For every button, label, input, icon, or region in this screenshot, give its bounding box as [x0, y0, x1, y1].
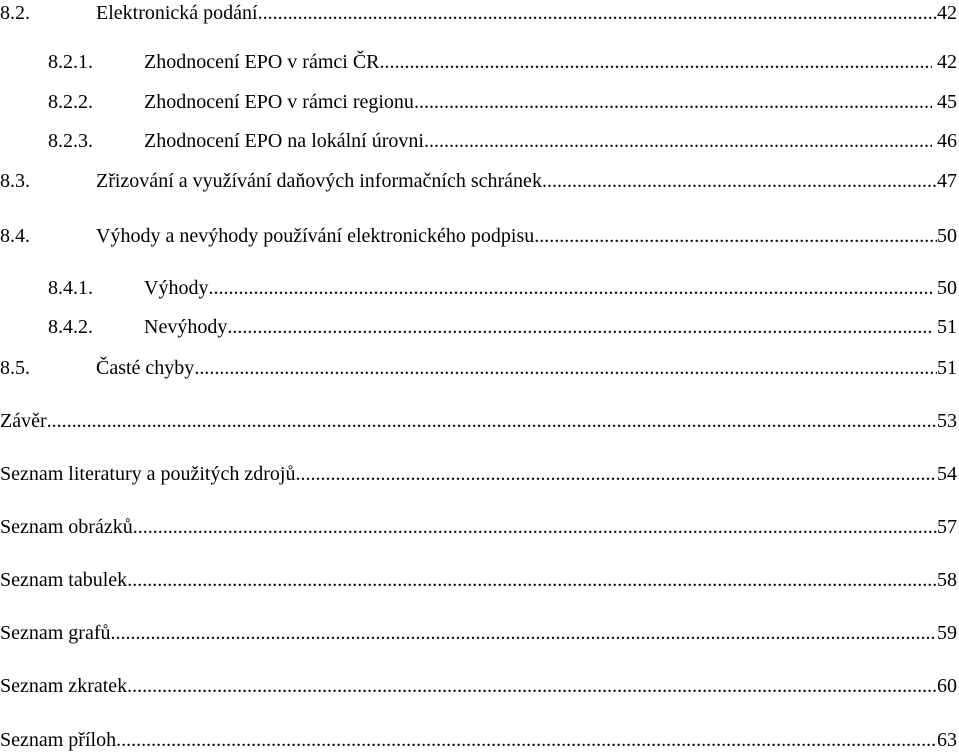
- toc-entry-page: 53: [937, 410, 957, 432]
- toc-entry-page: 63: [937, 729, 957, 751]
- toc-entry-line: [96, 224, 957, 248]
- toc-entry-page: 51: [937, 357, 957, 379]
- toc-entry-page: 58: [937, 569, 957, 591]
- toc-leader-dots: [542, 169, 937, 193]
- toc-entry-page: 57: [937, 516, 957, 538]
- toc-leader-dots: [133, 515, 937, 539]
- toc-entry-page: 50: [937, 277, 957, 299]
- toc-entry-number: 8.2.3.: [48, 130, 93, 152]
- toc-entry-8-2-1[interactable]: [0, 50, 959, 74]
- toc-entry-8-2-3[interactable]: [0, 129, 959, 153]
- toc-entry-page: 60: [937, 675, 957, 697]
- toc-entry-page: 45: [937, 91, 957, 113]
- toc-leader-dots: [227, 315, 932, 339]
- toc-entry-title: Nevýhody: [144, 316, 228, 338]
- toc-entry-page: 42: [937, 2, 957, 24]
- toc-entry-zaver[interactable]: [0, 409, 959, 433]
- toc-leader-dots: [194, 356, 937, 380]
- toc-entry-page: 50: [937, 225, 957, 247]
- toc-leader-dots: [380, 50, 932, 74]
- toc-entry-page: 42: [937, 51, 957, 73]
- toc-entry-8-4-2[interactable]: [0, 315, 959, 339]
- toc-entry-title: Zhodnocení EPO na lokální úrovni: [144, 130, 424, 152]
- toc-entry-seznam-grafu[interactable]: [0, 621, 959, 645]
- toc-entry-number: 8.2.1.: [48, 51, 93, 73]
- toc-entry-number: 8.3.: [0, 170, 30, 192]
- toc-leader-dots: [127, 568, 937, 592]
- toc-entry-8-3[interactable]: [0, 169, 959, 193]
- toc-entry-title: Zřizování a využívání daňových informačních schránek: [96, 170, 542, 192]
- toc-entry-title: Časté chyby: [96, 357, 195, 379]
- toc-entry-line: [144, 50, 957, 74]
- toc-leader-dots: [424, 129, 932, 153]
- toc-leader-dots: [414, 90, 932, 114]
- toc-entry-number: 8.2.2.: [48, 91, 93, 113]
- toc-entry-8-4-1[interactable]: [0, 276, 959, 300]
- toc-entry-seznam-tabulek[interactable]: [0, 568, 959, 592]
- toc-entry-title: Výhody: [144, 277, 209, 299]
- toc-entry-8-5[interactable]: [0, 356, 959, 380]
- toc-entry-title: Elektronická podání: [96, 2, 258, 24]
- toc-entry-number: 8.4.1.: [48, 277, 93, 299]
- toc-entry-line: [0, 621, 957, 645]
- toc-entry-line: [0, 568, 957, 592]
- toc-entry-line: [0, 409, 957, 433]
- toc-entry-line: [96, 169, 957, 193]
- toc-entry-8-4[interactable]: [0, 224, 959, 248]
- toc-entry-page: 47: [937, 170, 957, 192]
- toc-entry-line: [0, 515, 957, 539]
- toc-entry-page: 59: [937, 622, 957, 644]
- toc-entry-8-2-2[interactable]: [0, 90, 959, 114]
- toc-entry-seznam-priloh[interactable]: [0, 728, 959, 752]
- toc-entry-number: 8.4.: [0, 225, 30, 247]
- toc-entry-line: [0, 462, 957, 486]
- toc-entry-line: [144, 276, 957, 300]
- toc-entry-page: 54: [937, 463, 957, 485]
- toc-entry-number: 8.5.: [0, 357, 30, 379]
- toc-leader-dots: [208, 276, 932, 300]
- toc-entry-seznam-obrazku[interactable]: [0, 515, 959, 539]
- toc-entry-line: [144, 315, 957, 339]
- toc-leader-dots: [116, 728, 937, 752]
- toc-leader-dots: [258, 1, 937, 25]
- toc-entry-title: Seznam tabulek: [0, 569, 128, 591]
- toc-entry-page: 51: [937, 316, 957, 338]
- toc-entry-seznam-zkratek[interactable]: [0, 674, 959, 698]
- toc-entry-title: Zhodnocení EPO v rámci ČR: [144, 51, 380, 73]
- toc-entry-seznam-literatury[interactable]: [0, 462, 959, 486]
- toc-entry-number: 8.4.2.: [48, 316, 93, 338]
- toc-entry-number: 8.2.: [0, 2, 30, 24]
- toc-entry-title: Závěr: [0, 410, 47, 432]
- toc-entry-line: [144, 90, 957, 114]
- toc-entry-title: Seznam příloh: [0, 729, 117, 751]
- toc-entry-line: [0, 674, 957, 698]
- toc-entry-line: [96, 356, 957, 380]
- toc-entry-title: Zhodnocení EPO v rámci regionu: [144, 91, 414, 113]
- toc-leader-dots: [534, 224, 937, 248]
- toc-leader-dots: [295, 462, 937, 486]
- toc-leader-dots: [111, 621, 937, 645]
- toc-leader-dots: [127, 674, 937, 698]
- toc-entry-title: Seznam obrázků: [0, 516, 133, 538]
- toc-entry-8-2[interactable]: [0, 1, 959, 25]
- toc-entry-line: [144, 129, 957, 153]
- toc-entry-page: 46: [937, 130, 957, 152]
- toc-entry-title: Výhody a nevýhody používání elektronického podpisu: [96, 225, 535, 247]
- toc-entry-line: [0, 728, 957, 752]
- toc-entry-title: Seznam literatury a použitých zdrojů: [0, 463, 296, 485]
- toc-entry-line: [96, 1, 957, 25]
- toc-entry-title: Seznam grafů: [0, 622, 111, 644]
- toc-entry-title: Seznam zkratek: [0, 675, 128, 697]
- toc-leader-dots: [47, 409, 937, 433]
